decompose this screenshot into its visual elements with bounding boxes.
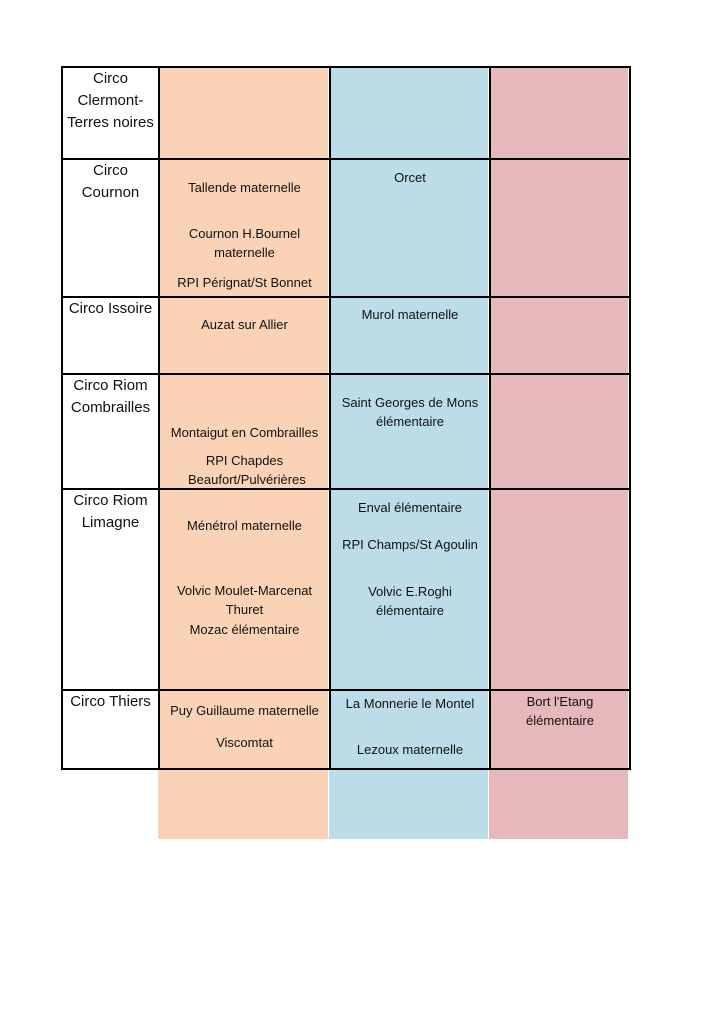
pink-cell: [490, 690, 630, 769]
table-row: [62, 690, 630, 769]
circo-name-cell: [62, 159, 159, 297]
school-entry: Tallende maternelle: [188, 180, 301, 195]
table-row: [62, 159, 630, 297]
orange-cell: [159, 489, 330, 690]
school-entry: Volvic Moulet-Marcenat Thuret: [176, 583, 313, 617]
blue-cell: [330, 67, 490, 159]
pink-cell: [490, 67, 630, 159]
school-entry: Auzat sur Allier: [201, 317, 288, 332]
orange-cell: [159, 690, 330, 769]
table-row: [62, 67, 630, 159]
blue-cell: [330, 489, 490, 690]
table-row: [62, 374, 630, 489]
blue-cell: [330, 297, 490, 374]
circo-name: Circo Cournon: [81, 162, 140, 201]
circonscription-table: [61, 66, 631, 770]
table-row: [62, 489, 630, 690]
orange-cell: [159, 374, 330, 489]
pink-cell: [490, 374, 630, 489]
school-entry: Lezoux maternelle: [356, 742, 464, 757]
blue-cell: [330, 159, 490, 297]
school-entry: Viscomtat: [216, 735, 273, 750]
orange-cell: [159, 67, 330, 159]
school-entry: Enval élémentaire: [357, 500, 463, 515]
school-entry: Puy Guillaume maternelle: [170, 703, 319, 718]
table-row: [62, 297, 630, 374]
circo-name-cell: [62, 297, 159, 374]
school-entry: RPI Chapdes Beaufort/Pulvérières: [188, 453, 306, 487]
circo-name: Circo Clermont-Terres noires: [67, 70, 154, 131]
school-entry: Cournon H.Bournel maternelle: [188, 226, 301, 260]
blue-cell: [330, 690, 490, 769]
circo-name-cell: [62, 374, 159, 489]
school-entry: Bort l'Etang élémentaire: [526, 694, 594, 728]
school-entry: Mozac élémentaire: [189, 622, 300, 637]
orange-cell: [159, 159, 330, 297]
school-entry: RPI Pérignat/St Bonnet: [177, 275, 312, 290]
blue-cell: [330, 374, 490, 489]
school-entry: Saint Georges de Mons élémentaire: [341, 395, 479, 429]
pink-cell: [490, 489, 630, 690]
circo-name-cell: [62, 489, 159, 690]
circo-name-cell: [62, 67, 159, 159]
school-entry: Ménétrol maternelle: [187, 518, 302, 533]
pink-cell: [490, 297, 630, 374]
school-entry: RPI Champs/St Agoulin: [342, 537, 478, 552]
orange-cell: [159, 297, 330, 374]
school-entry: La Monnerie le Montel: [345, 696, 475, 711]
circo-name: Circo Riom Limagne: [73, 492, 148, 531]
school-entry: Orcet: [394, 170, 426, 185]
circo-name-cell: [62, 690, 159, 769]
pink-cell: [490, 159, 630, 297]
circo-name: Circo Issoire: [68, 300, 153, 317]
school-entry: Volvic E.Roghi élémentaire: [368, 584, 452, 618]
circo-name: Circo Thiers: [70, 693, 151, 710]
school-entry: Montaigut en Combrailles: [170, 425, 319, 440]
school-entry: Murol maternelle: [361, 307, 459, 322]
circo-name: Circo Riom Combrailles: [70, 377, 151, 416]
